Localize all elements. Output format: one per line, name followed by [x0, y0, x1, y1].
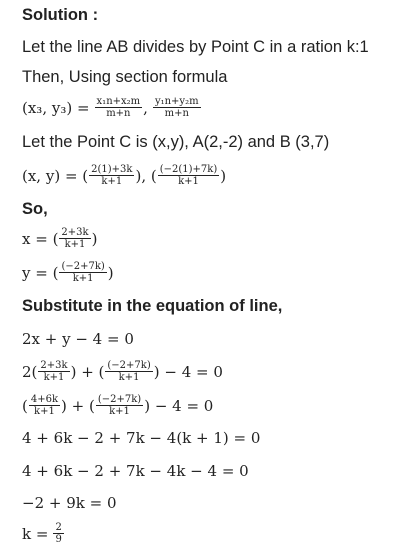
fraction-numerator: (−2+7k)	[107, 360, 151, 371]
fraction-numerator: 2	[55, 522, 62, 533]
so-label: So,	[22, 200, 48, 218]
fraction-denominator: m+n	[164, 108, 189, 119]
section-formula-lhs: (x₃, y₃) =	[22, 98, 90, 117]
fraction-denominator: k+1	[64, 239, 86, 250]
fraction-numerator: (−2+7k)	[61, 261, 105, 272]
simplified-step-5: −2 + 9k = 0	[22, 494, 117, 512]
section-formula-intro: Then, Using section formula	[22, 68, 228, 86]
step-2-fraction-1	[29, 394, 60, 417]
x-equation-end: )	[91, 229, 98, 248]
fraction-denominator: k+1	[72, 273, 94, 284]
fraction-denominator: k+1	[178, 176, 199, 187]
x-equation-fraction	[59, 227, 90, 250]
y-equation-end: )	[107, 263, 114, 282]
line-equation: 2x + y − 4 = 0	[22, 330, 134, 348]
point-formula-x-fraction	[89, 164, 134, 187]
fraction-denominator: k+1	[43, 372, 65, 383]
substitution-step-1	[22, 360, 223, 383]
fraction-numerator: y₁n+y₂m	[154, 96, 199, 107]
point-formula	[22, 164, 226, 187]
section-formula-y-fraction	[153, 96, 201, 119]
point-formula-mid: ), (	[135, 166, 157, 185]
section-formula	[22, 96, 202, 119]
fraction-numerator: 2(1)+3k	[91, 164, 133, 175]
substitution-step-2	[22, 394, 213, 417]
point-formula-end: )	[220, 166, 227, 185]
step-2-end: ) − 4 = 0	[144, 396, 214, 415]
point-formula-y-fraction	[158, 164, 220, 187]
expansion-step-3: 4 + 6k − 2 + 7k − 4(k + 1) = 0	[22, 429, 261, 447]
step-2-fraction-2	[96, 394, 143, 417]
fraction-numerator: (−2(1)+7k)	[159, 164, 218, 175]
y-equation-fraction	[59, 261, 106, 284]
point-statement: Let the Point C is (x,y), A(2,-2) and B (3,7)	[22, 133, 330, 151]
fraction-denominator: k+1	[34, 406, 55, 417]
formula-separator: ,	[143, 98, 148, 117]
step-1-fraction-1	[38, 360, 69, 383]
result-fraction	[53, 522, 63, 545]
step-2-pre: (	[22, 396, 28, 415]
step-1-pre: 2(	[22, 362, 38, 381]
fraction-numerator: 2+3k	[61, 227, 89, 238]
result-lhs: k =	[22, 524, 49, 543]
fraction-denominator: k+1	[101, 176, 123, 187]
fraction-numerator: 2+3k	[40, 360, 68, 371]
fraction-denominator: 9	[55, 534, 62, 545]
step-1-mid: ) + (	[70, 362, 105, 381]
point-formula-lhs: (x, y) = (	[22, 166, 89, 185]
x-equation	[22, 227, 97, 250]
step-1-end: ) − 4 = 0	[153, 362, 223, 381]
solution-heading: Solution :	[22, 6, 99, 24]
fraction-denominator: k+1	[118, 372, 140, 383]
fraction-numerator: 4+6k	[30, 394, 59, 405]
fraction-denominator: m+n	[106, 108, 131, 119]
substitute-heading: Substitute in the equation of line,	[22, 297, 283, 315]
step-1-fraction-2	[105, 360, 152, 383]
expansion-step-4: 4 + 6k − 2 + 7k − 4k − 4 = 0	[22, 462, 249, 480]
fraction-numerator: x₁n+x₂m	[96, 96, 141, 107]
y-equation	[22, 261, 114, 284]
x-equation-lhs: x = (	[22, 229, 59, 248]
fraction-numerator: (−2+7k)	[97, 394, 142, 405]
ratio-statement: Let the line AB divides by Point C in a ration k:1	[22, 38, 369, 56]
final-result	[22, 522, 65, 545]
section-formula-x-fraction	[95, 96, 143, 119]
fraction-denominator: k+1	[109, 406, 130, 417]
y-equation-lhs: y = (	[22, 263, 59, 282]
step-2-mid: ) + (	[61, 396, 95, 415]
